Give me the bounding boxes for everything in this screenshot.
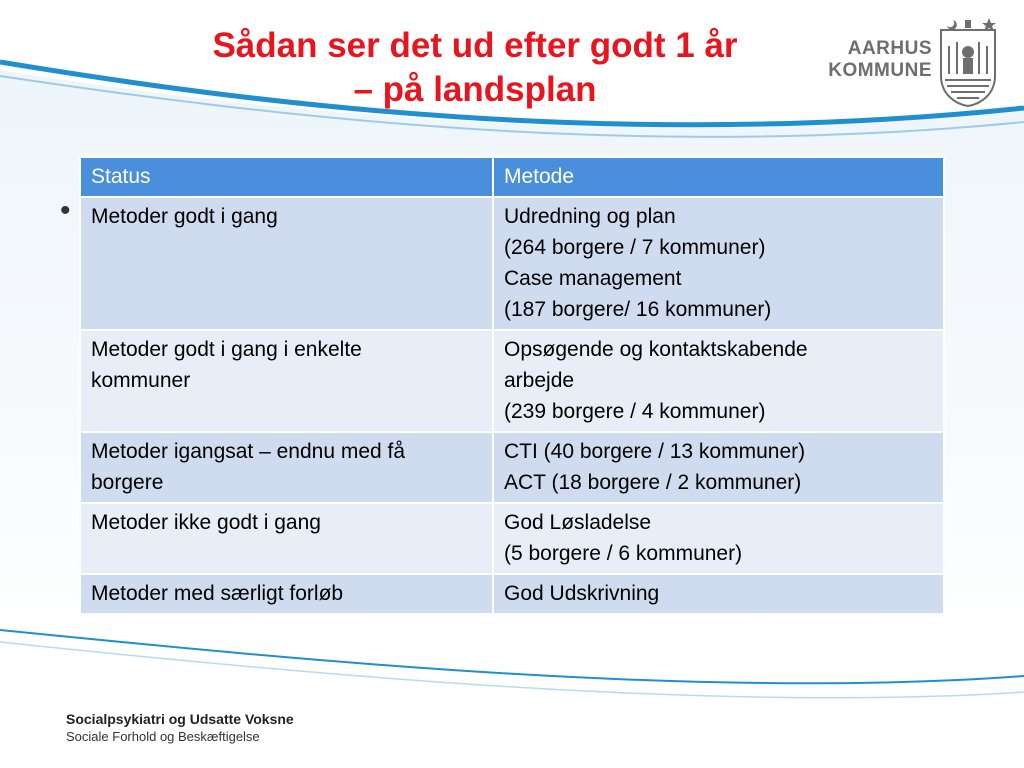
cell-line: Udredning og plan bbox=[504, 205, 676, 228]
status-cell bbox=[80, 197, 493, 330]
footer-dept: Sociale Forhold og Beskæftigelse bbox=[66, 729, 260, 744]
cell-line: Metoder godt i gang i enkelte bbox=[91, 338, 362, 361]
title-line-1: Sådan ser det ud efter godt 1 år bbox=[212, 26, 738, 65]
header-status: Status bbox=[80, 157, 493, 197]
bullet-point: • bbox=[60, 194, 71, 227]
table-row bbox=[80, 330, 944, 432]
cell-line: (187 borgere/ 16 kommuner) bbox=[504, 298, 772, 321]
metode-cell bbox=[493, 574, 944, 614]
table-row bbox=[80, 574, 944, 614]
metode-cell bbox=[493, 330, 944, 432]
cell-line: CTI (40 borgere / 13 kommuner) bbox=[504, 440, 806, 463]
cell-line: (239 borgere / 4 kommuner) bbox=[504, 400, 766, 423]
status-table bbox=[79, 156, 945, 615]
status-cell bbox=[80, 574, 493, 614]
title-line-2: – på landsplan bbox=[353, 70, 597, 109]
slide-title bbox=[130, 24, 820, 112]
cell-line: Case management bbox=[504, 267, 682, 290]
cell-line: borgere bbox=[91, 471, 164, 494]
cell-line: Opsøgende og kontaktskabende bbox=[504, 338, 808, 361]
cell-line: (5 borgere / 6 kommuner) bbox=[504, 542, 743, 565]
header-metode: Metode bbox=[493, 157, 944, 197]
metode-cell bbox=[493, 432, 944, 503]
cell-line: God Udskrivning bbox=[504, 582, 660, 605]
cell-line: Metoder ikke godt i gang bbox=[91, 511, 321, 534]
logo-line-2: KOMMUNE bbox=[828, 60, 932, 81]
cell-line: God Løsladelse bbox=[504, 511, 652, 534]
status-cell bbox=[80, 432, 493, 503]
footer bbox=[66, 710, 294, 746]
metode-cell bbox=[493, 197, 944, 330]
cell-line: kommuner bbox=[91, 369, 191, 392]
table-row bbox=[80, 432, 944, 503]
status-cell bbox=[80, 503, 493, 574]
cell-line: ACT (18 borgere / 2 kommuner) bbox=[504, 471, 802, 494]
logo-text bbox=[826, 38, 932, 82]
table-row bbox=[80, 503, 944, 574]
table-row bbox=[80, 197, 944, 330]
logo-line-1: AARHUS bbox=[847, 38, 932, 59]
cell-line: Metoder godt i gang bbox=[91, 205, 278, 228]
aarhus-crest-icon bbox=[937, 16, 999, 108]
footer-org: Socialpsykiatri og Udsatte Voksne bbox=[66, 711, 294, 727]
metode-cell bbox=[493, 503, 944, 574]
aarhus-kommune-logo bbox=[826, 16, 1006, 108]
table-header-row bbox=[80, 157, 944, 197]
cell-line: Metoder med særligt forløb bbox=[91, 582, 344, 605]
cell-line: arbejde bbox=[504, 369, 575, 392]
cell-line: Metoder igangsat – endnu med få bbox=[91, 440, 406, 463]
cell-line: (264 borgere / 7 kommuner) bbox=[504, 236, 766, 259]
status-cell bbox=[80, 330, 493, 432]
